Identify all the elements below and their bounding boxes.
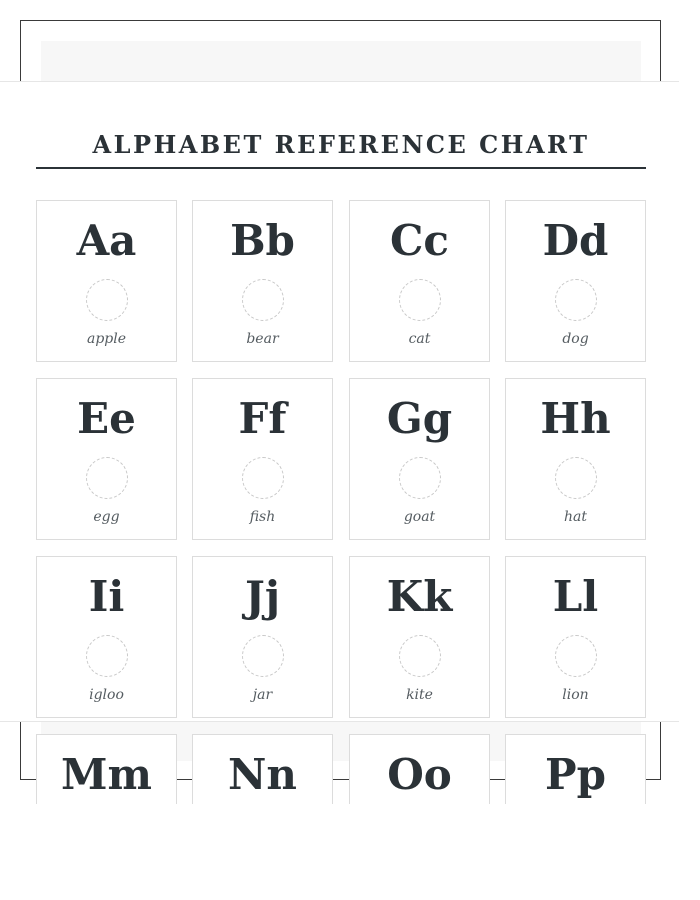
letter-card-l: [505, 556, 646, 718]
picture-placeholder-circle: [399, 457, 441, 499]
letter-card-c: [349, 200, 490, 362]
letter-card-m: [36, 734, 177, 804]
picture-placeholder-circle: [242, 279, 284, 321]
example-word: apple: [86, 331, 127, 347]
letter-pair: Gg: [386, 394, 453, 443]
letter-card-n: [192, 734, 333, 804]
letter-card-k: [349, 556, 490, 718]
title-divider: [36, 167, 646, 169]
letter-card-d: [505, 200, 646, 362]
example-word: igloo: [89, 687, 124, 703]
letter-pair: Ff: [238, 394, 287, 443]
example-word: jar: [252, 687, 273, 703]
letter-pair: Cc: [389, 216, 449, 265]
letter-pair: Mm: [61, 750, 152, 799]
letter-card-f: [192, 378, 333, 540]
letter-card-i: [36, 556, 177, 718]
letter-card-g: [349, 378, 490, 540]
picture-placeholder-circle: [86, 279, 128, 321]
letter-pair: Bb: [230, 216, 295, 265]
picture-placeholder-circle: [399, 279, 441, 321]
alphabet-sheet: [0, 81, 679, 799]
picture-placeholder-circle: [555, 279, 597, 321]
example-word: bear: [246, 331, 279, 347]
example-word: goat: [403, 509, 436, 525]
example-word: lion: [562, 687, 589, 703]
letter-card-b: [192, 200, 333, 362]
picture-placeholder-circle: [399, 635, 441, 677]
background-band-top: [41, 41, 641, 81]
letter-pair: Ii: [88, 572, 125, 621]
letter-pair: Ll: [552, 572, 599, 621]
example-word: egg: [93, 509, 120, 525]
picture-placeholder-circle: [555, 457, 597, 499]
letter-card-p: [505, 734, 646, 804]
letter-pair: Hh: [540, 394, 611, 443]
example-word: cat: [408, 331, 431, 347]
letter-card-j: [192, 556, 333, 718]
letter-pair: Dd: [542, 216, 609, 265]
letter-card-o: [349, 734, 490, 804]
letter-pair: Oo: [387, 750, 452, 799]
letter-card-a: [36, 200, 177, 362]
letter-card-h: [505, 378, 646, 540]
letter-grid: [36, 200, 646, 804]
picture-placeholder-circle: [242, 635, 284, 677]
picture-placeholder-circle: [242, 457, 284, 499]
example-word: kite: [406, 687, 433, 703]
letter-pair: Pp: [545, 750, 606, 799]
letter-card-e: [36, 378, 177, 540]
letter-pair: Ee: [77, 394, 136, 443]
example-word: hat: [564, 509, 587, 525]
letter-pair: Jj: [244, 572, 281, 621]
picture-placeholder-circle: [86, 635, 128, 677]
letter-pair: Aa: [76, 216, 137, 265]
picture-placeholder-circle: [555, 635, 597, 677]
letter-pair: Nn: [228, 750, 297, 799]
letter-pair: Kk: [386, 572, 453, 621]
example-word: dog: [562, 331, 589, 347]
example-word: fish: [249, 509, 276, 525]
page-title: ALPHABET REFERENCE CHART: [92, 130, 590, 159]
picture-placeholder-circle: [86, 457, 128, 499]
